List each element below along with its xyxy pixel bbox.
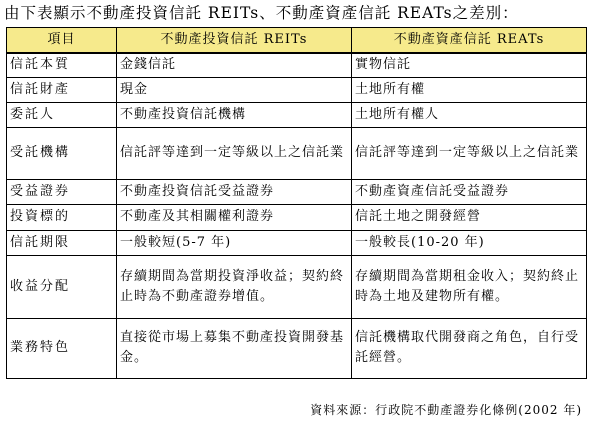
table-row <box>7 53 587 77</box>
reits-cell: 信託評等達到一定等級以上之信託業 <box>117 127 352 179</box>
reats-cell: 土地所有權人 <box>352 102 587 127</box>
row-label: 委託人 <box>7 102 117 127</box>
reits-cell: 一般較短(5-7 年) <box>117 230 352 255</box>
source-note: 資料來源：行政院不動產證券化條例(2002 年) <box>310 403 582 417</box>
reits-cell: 存續期間為當期投資淨收益；契約終止時為不動產證券增值。 <box>117 255 352 318</box>
reats-cell: 信託評等達到一定等級以上之信託業 <box>352 127 587 179</box>
table-row <box>7 204 587 230</box>
reats-cell: 存續期間為當期租金收入；契約終止時為土地及建物所有權。 <box>352 255 587 318</box>
table-row <box>7 230 587 255</box>
table-header-row <box>7 28 587 54</box>
reits-cell: 金錢信託 <box>117 53 352 77</box>
row-label: 信託本質 <box>7 53 117 77</box>
reats-cell: 信託機構取代開發商之角色，自行受託經營。 <box>352 318 587 378</box>
reats-cell: 實物信託 <box>352 53 587 77</box>
reits-cell: 不動產投資信託機構 <box>117 102 352 127</box>
table-row <box>7 255 587 318</box>
header-reits: 不動產投資信託 REITs <box>117 28 352 54</box>
row-label: 信託期限 <box>7 230 117 255</box>
table-row <box>7 318 587 378</box>
row-label: 受託機構 <box>7 127 117 179</box>
row-label: 收益分配 <box>7 255 117 318</box>
table-row <box>7 127 587 179</box>
row-label: 投資標的 <box>7 204 117 230</box>
reits-cell: 不動產及其相關權利證券 <box>117 204 352 230</box>
reits-cell: 直接從市場上募集不動產投資開發基金。 <box>117 318 352 378</box>
reits-cell: 現金 <box>117 77 352 102</box>
reats-cell: 不動產資產信託受益證券 <box>352 179 587 204</box>
reats-cell: 土地所有權 <box>352 77 587 102</box>
row-label: 受益證券 <box>7 179 117 204</box>
comparison-table <box>6 27 587 379</box>
row-label: 信託財產 <box>7 77 117 102</box>
reits-cell: 不動產投資信託受益證券 <box>117 179 352 204</box>
table-row <box>7 102 587 127</box>
row-label: 業務特色 <box>7 318 117 378</box>
reats-cell: 信託土地之開發經營 <box>352 204 587 230</box>
intro-text: 由下表顯示不動產投資信託 REITs、不動產資產信託 REATs之差別： <box>4 4 519 22</box>
header-item: 項目 <box>7 28 117 54</box>
table-row <box>7 179 587 204</box>
table-row <box>7 77 587 102</box>
header-reats: 不動產資產信託 REATs <box>352 28 587 54</box>
reats-cell: 一般較長(10-20 年) <box>352 230 587 255</box>
